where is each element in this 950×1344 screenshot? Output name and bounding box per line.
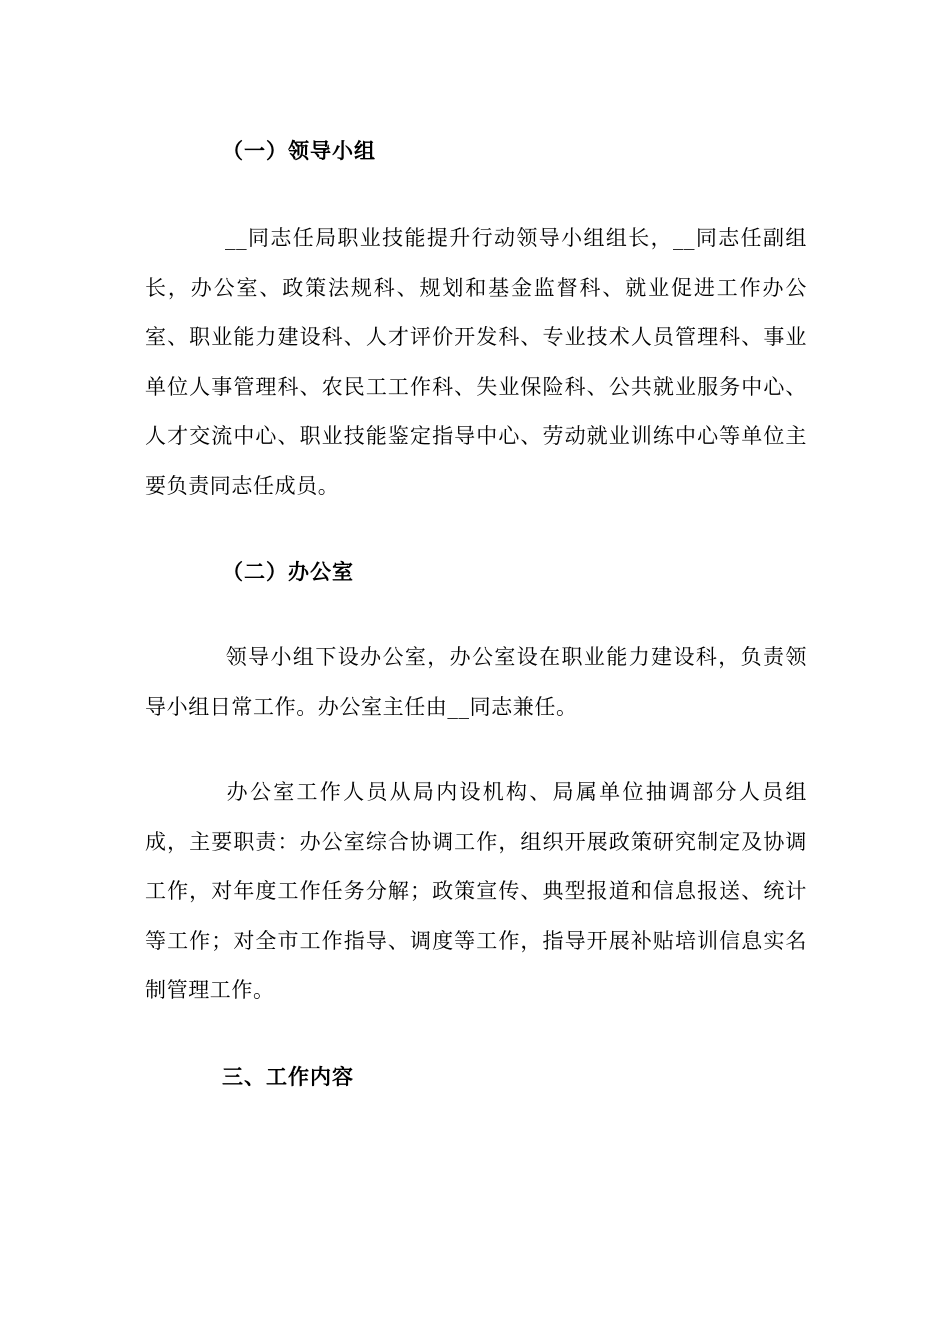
paragraph-text: __同志任局职业技能提升行动领导小组组长，__同志任副组长，办公室、政策法规科、规划和基金监督科、就业促进工作办公室、职业能力建设科、人才评价开发科、专业技术人员管理科、事业单位人事管理科、农民工工作科、失业保险科、公共就业服务中心、人才交流中心、职业技能鉴定指导中心、劳动就业训练中心等单位主要负责同志任成员。 xyxy=(145,226,807,498)
paragraph-leading-group-members xyxy=(145,214,807,511)
paragraph-text: 领导小组下设办公室，办公室设在职业能力建设科，负责领导小组日常工作。办公室主任由__同志兼任。 xyxy=(145,645,807,719)
section-heading-office: （二）办公室 xyxy=(222,559,354,584)
paragraph-text: 办公室工作人员从局内设机构、局属单位抽调部分人员组成，主要职责：办公室综合协调工作，组织开展政策研究制定及协调工作，对年度工作任务分解；政策宣传、典型报道和信息报送、统计等工作；对全市工作指导、调度等工作，指导开展补贴培训信息实名制管理工作。 xyxy=(145,780,807,1002)
paragraph-office-setup xyxy=(145,633,807,732)
section-heading-leading-group: （一）领导小组 xyxy=(222,138,376,163)
section-heading-work-content: 三、工作内容 xyxy=(222,1064,354,1089)
paragraph-office-duties xyxy=(145,768,807,1016)
